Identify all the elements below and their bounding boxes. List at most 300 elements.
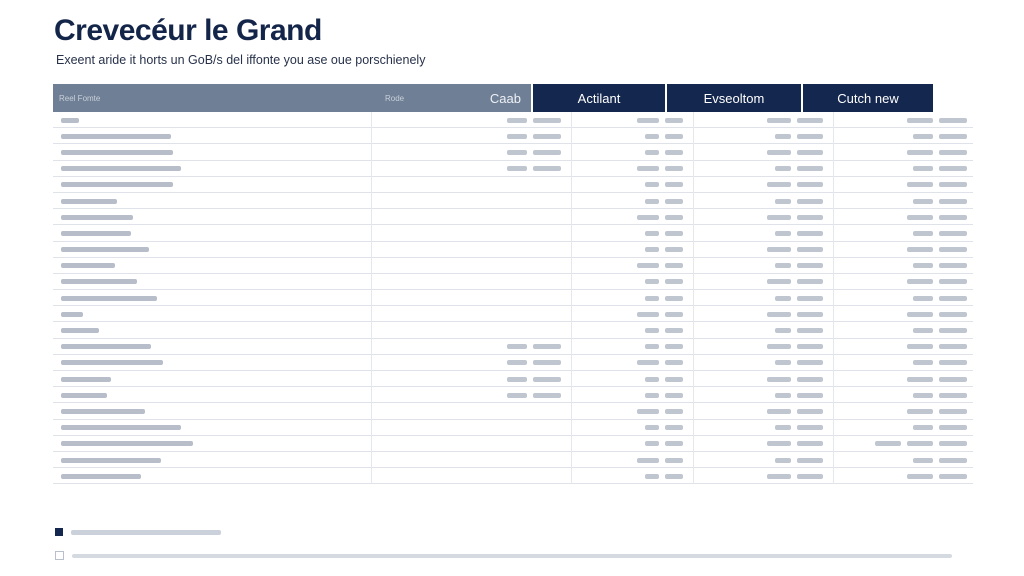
row-evseoltom-cell: [693, 468, 833, 484]
row-actilant-cell: [571, 290, 693, 306]
row-actilant-cell: [571, 339, 693, 355]
row-cutch-new-cell: [833, 387, 973, 403]
header-cell-actilant[interactable]: Actilant: [531, 84, 665, 112]
blurred-text: [775, 425, 791, 430]
blurred-text: [775, 360, 791, 365]
blurred-text: [913, 134, 933, 139]
blurred-text: [775, 231, 791, 236]
blurred-text: [637, 409, 659, 414]
legend-swatch: [55, 528, 63, 536]
blurred-text: [775, 134, 791, 139]
blurred-text: [645, 247, 659, 252]
row-evseoltom-cell: [693, 242, 833, 258]
row-label-cell: [53, 387, 371, 403]
blurred-text: [507, 360, 527, 365]
row-label-cell: [53, 274, 371, 290]
blurred-text: [645, 441, 659, 446]
row-evseoltom-cell: [693, 161, 833, 177]
blurred-text: [645, 425, 659, 430]
row-evseoltom-cell: [693, 322, 833, 338]
blurred-text: [767, 409, 791, 414]
blurred-text: [797, 231, 823, 236]
row-cutch-new-cell: [833, 209, 973, 225]
blurred-text: [907, 441, 933, 446]
blurred-text: [507, 393, 527, 398]
blurred-text: [767, 279, 791, 284]
blurred-text: [939, 360, 967, 365]
document-title: Crevecéur le Grand: [54, 14, 322, 47]
blurred-text: [665, 344, 683, 349]
row-cutch-new-cell: [833, 371, 973, 387]
blurred-text: [939, 279, 967, 284]
table-row: [53, 387, 973, 403]
blurred-text: [797, 360, 823, 365]
header-cell-evseoltom[interactable]: Evseoltom: [665, 84, 801, 112]
blurred-text: [939, 328, 967, 333]
blurred-text: [61, 199, 117, 204]
blurred-text: [939, 134, 967, 139]
row-evseoltom-cell: [693, 177, 833, 193]
blurred-text: [907, 312, 933, 317]
row-label-cell: [53, 112, 371, 128]
table-row: [53, 274, 973, 290]
blurred-text: [797, 134, 823, 139]
blurred-text: [767, 312, 791, 317]
blurred-text: [665, 409, 683, 414]
blurred-text: [767, 441, 791, 446]
blurred-text: [797, 247, 823, 252]
row-cutch-new-cell: [833, 355, 973, 371]
blurred-text: [767, 118, 791, 123]
row-cash-cell: [371, 209, 571, 225]
row-label-cell: [53, 322, 371, 338]
row-actilant-cell: [571, 258, 693, 274]
table-row: [53, 177, 973, 193]
blurred-text: [939, 312, 967, 317]
blurred-text: [61, 296, 157, 301]
row-evseoltom-cell: [693, 306, 833, 322]
blurred-text: [913, 393, 933, 398]
row-label-cell: [53, 225, 371, 241]
row-cash-cell: [371, 177, 571, 193]
blurred-text: [797, 118, 823, 123]
blurred-text: [797, 393, 823, 398]
row-cash-cell: [371, 306, 571, 322]
table-row: [53, 193, 973, 209]
blurred-text: [61, 247, 149, 252]
blurred-text: [665, 247, 683, 252]
blurred-text: [665, 279, 683, 284]
row-cutch-new-cell: [833, 452, 973, 468]
row-evseoltom-cell: [693, 403, 833, 419]
blurred-text: [645, 328, 659, 333]
blurred-text: [939, 409, 967, 414]
blurred-text: [665, 199, 683, 204]
row-cash-cell: [371, 128, 571, 144]
row-actilant-cell: [571, 161, 693, 177]
blurred-text: [767, 377, 791, 382]
blurred-text: [797, 344, 823, 349]
row-actilant-cell: [571, 193, 693, 209]
blurred-text: [907, 182, 933, 187]
row-evseoltom-cell: [693, 193, 833, 209]
blurred-text: [665, 360, 683, 365]
row-cash-cell: [371, 371, 571, 387]
blurred-text: [797, 377, 823, 382]
row-label-cell: [53, 355, 371, 371]
header-cell-cash[interactable]: [371, 84, 531, 112]
row-actilant-cell: [571, 177, 693, 193]
row-cash-cell: [371, 144, 571, 160]
table-row: [53, 371, 973, 387]
blurred-text: [665, 312, 683, 317]
row-actilant-cell: [571, 112, 693, 128]
blurred-text: [939, 377, 967, 382]
row-label-cell: [53, 452, 371, 468]
row-actilant-cell: [571, 468, 693, 484]
row-label-cell: [53, 177, 371, 193]
table-row: [53, 258, 973, 274]
blurred-text: [533, 393, 561, 398]
row-cutch-new-cell: [833, 306, 973, 322]
row-label-cell: [53, 436, 371, 452]
row-cutch-new-cell: [833, 403, 973, 419]
blurred-text: [665, 393, 683, 398]
blurred-text: [533, 118, 561, 123]
row-evseoltom-cell: [693, 274, 833, 290]
row-actilant-cell: [571, 355, 693, 371]
row-cutch-new-cell: [833, 161, 973, 177]
table-row: [53, 306, 973, 322]
blurred-text: [507, 377, 527, 382]
row-actilant-cell: [571, 322, 693, 338]
blurred-text: [61, 458, 161, 463]
blurred-text: [61, 150, 173, 155]
blurred-text: [665, 166, 683, 171]
blurred-text: [767, 344, 791, 349]
blurred-text: [645, 344, 659, 349]
blurred-text: [665, 377, 683, 382]
blurred-text: [61, 263, 115, 268]
header-cell-cash-label: Caab: [489, 90, 521, 106]
blurred-text: [775, 393, 791, 398]
row-cutch-new-cell: [833, 112, 973, 128]
blurred-text: [939, 215, 967, 220]
table-row: [53, 144, 973, 160]
row-label-cell: [53, 144, 371, 160]
table-row: [53, 452, 973, 468]
blurred-text: [775, 263, 791, 268]
row-cash-cell: [371, 274, 571, 290]
row-actilant-cell: [571, 242, 693, 258]
blurred-text: [637, 118, 659, 123]
row-cutch-new-cell: [833, 144, 973, 160]
blurred-text: [797, 166, 823, 171]
table-row: [53, 242, 973, 258]
blurred-text: [665, 474, 683, 479]
footnote: [55, 551, 952, 560]
blurred-text: [939, 166, 967, 171]
blurred-text: [507, 134, 527, 139]
blurred-text: [665, 328, 683, 333]
blurred-text: [665, 263, 683, 268]
row-cutch-new-cell: [833, 436, 973, 452]
row-evseoltom-cell: [693, 452, 833, 468]
row-evseoltom-cell: [693, 144, 833, 160]
blurred-text: [913, 263, 933, 268]
blurred-text: [637, 360, 659, 365]
blurred-text: [767, 182, 791, 187]
row-actilant-cell: [571, 403, 693, 419]
blurred-text: [797, 312, 823, 317]
blurred-text: [907, 409, 933, 414]
row-evseoltom-cell: [693, 355, 833, 371]
column-divider: [693, 112, 694, 484]
row-actilant-cell: [571, 452, 693, 468]
table-row: [53, 290, 973, 306]
blurred-text: [913, 296, 933, 301]
blurred-text: [775, 328, 791, 333]
blurred-text: [939, 247, 967, 252]
blurred-text: [665, 441, 683, 446]
blurred-text: [939, 441, 967, 446]
blurred-text: [61, 409, 145, 414]
footnote-checkbox[interactable]: [55, 551, 64, 560]
row-cutch-new-cell: [833, 193, 973, 209]
row-cash-cell: [371, 468, 571, 484]
row-cash-cell: [371, 193, 571, 209]
blurred-text: [939, 296, 967, 301]
row-cutch-new-cell: [833, 242, 973, 258]
row-label-cell: [53, 339, 371, 355]
blurred-text: [637, 458, 659, 463]
blurred-text: [61, 182, 173, 187]
blurred-text: [61, 134, 171, 139]
blurred-text: [645, 231, 659, 236]
row-evseoltom-cell: [693, 258, 833, 274]
blurred-text: [637, 215, 659, 220]
blurred-text: [665, 458, 683, 463]
blurred-text: [61, 215, 133, 220]
row-actilant-cell: [571, 274, 693, 290]
blurred-text: [665, 425, 683, 430]
blurred-text: [61, 377, 111, 382]
row-label-cell: [53, 371, 371, 387]
blurred-text: [913, 360, 933, 365]
table-row: [53, 339, 973, 355]
blurred-text: [797, 150, 823, 155]
blurred-text: [913, 166, 933, 171]
blurred-text: [61, 474, 141, 479]
table-row: [53, 322, 973, 338]
row-evseoltom-cell: [693, 128, 833, 144]
blurred-text: [61, 425, 181, 430]
blurred-text: [645, 134, 659, 139]
blurred-text: [533, 360, 561, 365]
row-label-cell: [53, 468, 371, 484]
blurred-text: [645, 182, 659, 187]
blurred-text: [507, 118, 527, 123]
blurred-text: [665, 231, 683, 236]
header-cell-cutch-new[interactable]: Cutch new: [801, 84, 933, 112]
row-cash-cell: [371, 420, 571, 436]
blurred-text: [767, 474, 791, 479]
blurred-text: [61, 166, 181, 171]
blurred-text: [797, 458, 823, 463]
row-label-cell: [53, 403, 371, 419]
blurred-text: [907, 279, 933, 284]
row-cash-cell: [371, 355, 571, 371]
blurred-text: [533, 344, 561, 349]
blurred-text: [939, 182, 967, 187]
row-label-cell: [53, 128, 371, 144]
blurred-text: [907, 150, 933, 155]
row-label-cell: [53, 306, 371, 322]
blurred-text: [775, 458, 791, 463]
row-cash-cell: [371, 387, 571, 403]
row-evseoltom-cell: [693, 436, 833, 452]
blurred-text: [913, 199, 933, 204]
row-cutch-new-cell: [833, 177, 973, 193]
blurred-text: [61, 328, 99, 333]
blurred-text: [637, 263, 659, 268]
legend-text-blurred: [71, 530, 221, 535]
row-cutch-new-cell: [833, 420, 973, 436]
row-actilant-cell: [571, 371, 693, 387]
row-actilant-cell: [571, 306, 693, 322]
table-row: [53, 209, 973, 225]
blurred-text: [797, 441, 823, 446]
blurred-text: [61, 344, 151, 349]
blurred-text: [645, 474, 659, 479]
row-cutch-new-cell: [833, 258, 973, 274]
row-evseoltom-cell: [693, 112, 833, 128]
blurred-text: [645, 393, 659, 398]
blurred-text: [61, 231, 131, 236]
row-actilant-cell: [571, 128, 693, 144]
blurred-text: [797, 328, 823, 333]
blurred-text: [907, 377, 933, 382]
row-cash-cell: [371, 403, 571, 419]
row-cash-cell: [371, 290, 571, 306]
blurred-text: [533, 134, 561, 139]
blurred-text: [767, 215, 791, 220]
blurred-text: [767, 247, 791, 252]
table-body: [53, 112, 973, 484]
blurred-text: [797, 409, 823, 414]
row-actilant-cell: [571, 387, 693, 403]
data-table: [53, 84, 973, 484]
blurred-text: [907, 215, 933, 220]
table-row: [53, 355, 973, 371]
blurred-text: [645, 296, 659, 301]
blurred-text: [939, 231, 967, 236]
blurred-text: [645, 377, 659, 382]
blurred-text: [645, 150, 659, 155]
row-actilant-cell: [571, 209, 693, 225]
row-label-cell: [53, 209, 371, 225]
blurred-text: [665, 150, 683, 155]
row-actilant-cell: [571, 436, 693, 452]
row-evseoltom-cell: [693, 371, 833, 387]
table-row: [53, 403, 973, 419]
blurred-text: [645, 199, 659, 204]
row-cutch-new-cell: [833, 339, 973, 355]
blurred-text: [767, 150, 791, 155]
blurred-text: [775, 166, 791, 171]
row-evseoltom-cell: [693, 209, 833, 225]
row-evseoltom-cell: [693, 290, 833, 306]
table-row: [53, 128, 973, 144]
table-row: [53, 161, 973, 177]
table-row: [53, 468, 973, 484]
row-actilant-cell: [571, 420, 693, 436]
blurred-text: [939, 199, 967, 204]
row-label-cell: [53, 242, 371, 258]
blurred-text: [645, 279, 659, 284]
column-divider: [571, 112, 572, 484]
table-row: [53, 420, 973, 436]
row-cash-cell: [371, 339, 571, 355]
blurred-text: [61, 441, 193, 446]
blurred-text: [797, 215, 823, 220]
blurred-text: [797, 425, 823, 430]
blurred-text: [665, 182, 683, 187]
row-label-cell: [53, 420, 371, 436]
blurred-text: [507, 150, 527, 155]
blurred-text: [913, 425, 933, 430]
row-cutch-new-cell: [833, 468, 973, 484]
blurred-text: [61, 118, 79, 123]
document-subtitle: Exeent aride it horts un GoB/s del iffonte you ase oue porschienely: [56, 53, 426, 67]
blurred-text: [907, 118, 933, 123]
row-cash-cell: [371, 258, 571, 274]
blurred-text: [665, 296, 683, 301]
blurred-text: [913, 458, 933, 463]
row-cash-cell: [371, 112, 571, 128]
blurred-text: [507, 344, 527, 349]
blurred-text: [939, 150, 967, 155]
blurred-text: [797, 474, 823, 479]
blurred-text: [533, 150, 561, 155]
blurred-text: [637, 166, 659, 171]
blurred-text: [939, 393, 967, 398]
table-row: [53, 436, 973, 452]
row-label-cell: [53, 290, 371, 306]
row-label-cell: [53, 193, 371, 209]
blurred-text: [913, 231, 933, 236]
blurred-text: [939, 425, 967, 430]
blurred-text: [775, 296, 791, 301]
column-divider: [371, 112, 372, 484]
row-cutch-new-cell: [833, 322, 973, 338]
blurred-text: [797, 182, 823, 187]
blurred-text: [533, 377, 561, 382]
blurred-text: [507, 166, 527, 171]
footnote-text-blurred: [72, 554, 952, 558]
row-cutch-new-cell: [833, 274, 973, 290]
header-cell-label[interactable]: Reel Fomte: [53, 84, 371, 112]
blurred-text: [913, 328, 933, 333]
column-divider: [833, 112, 834, 484]
row-evseoltom-cell: [693, 387, 833, 403]
row-cutch-new-cell: [833, 225, 973, 241]
row-label-cell: [53, 258, 371, 274]
blurred-text: [61, 312, 83, 317]
row-cash-cell: [371, 161, 571, 177]
row-evseoltom-cell: [693, 225, 833, 241]
row-cash-cell: [371, 436, 571, 452]
